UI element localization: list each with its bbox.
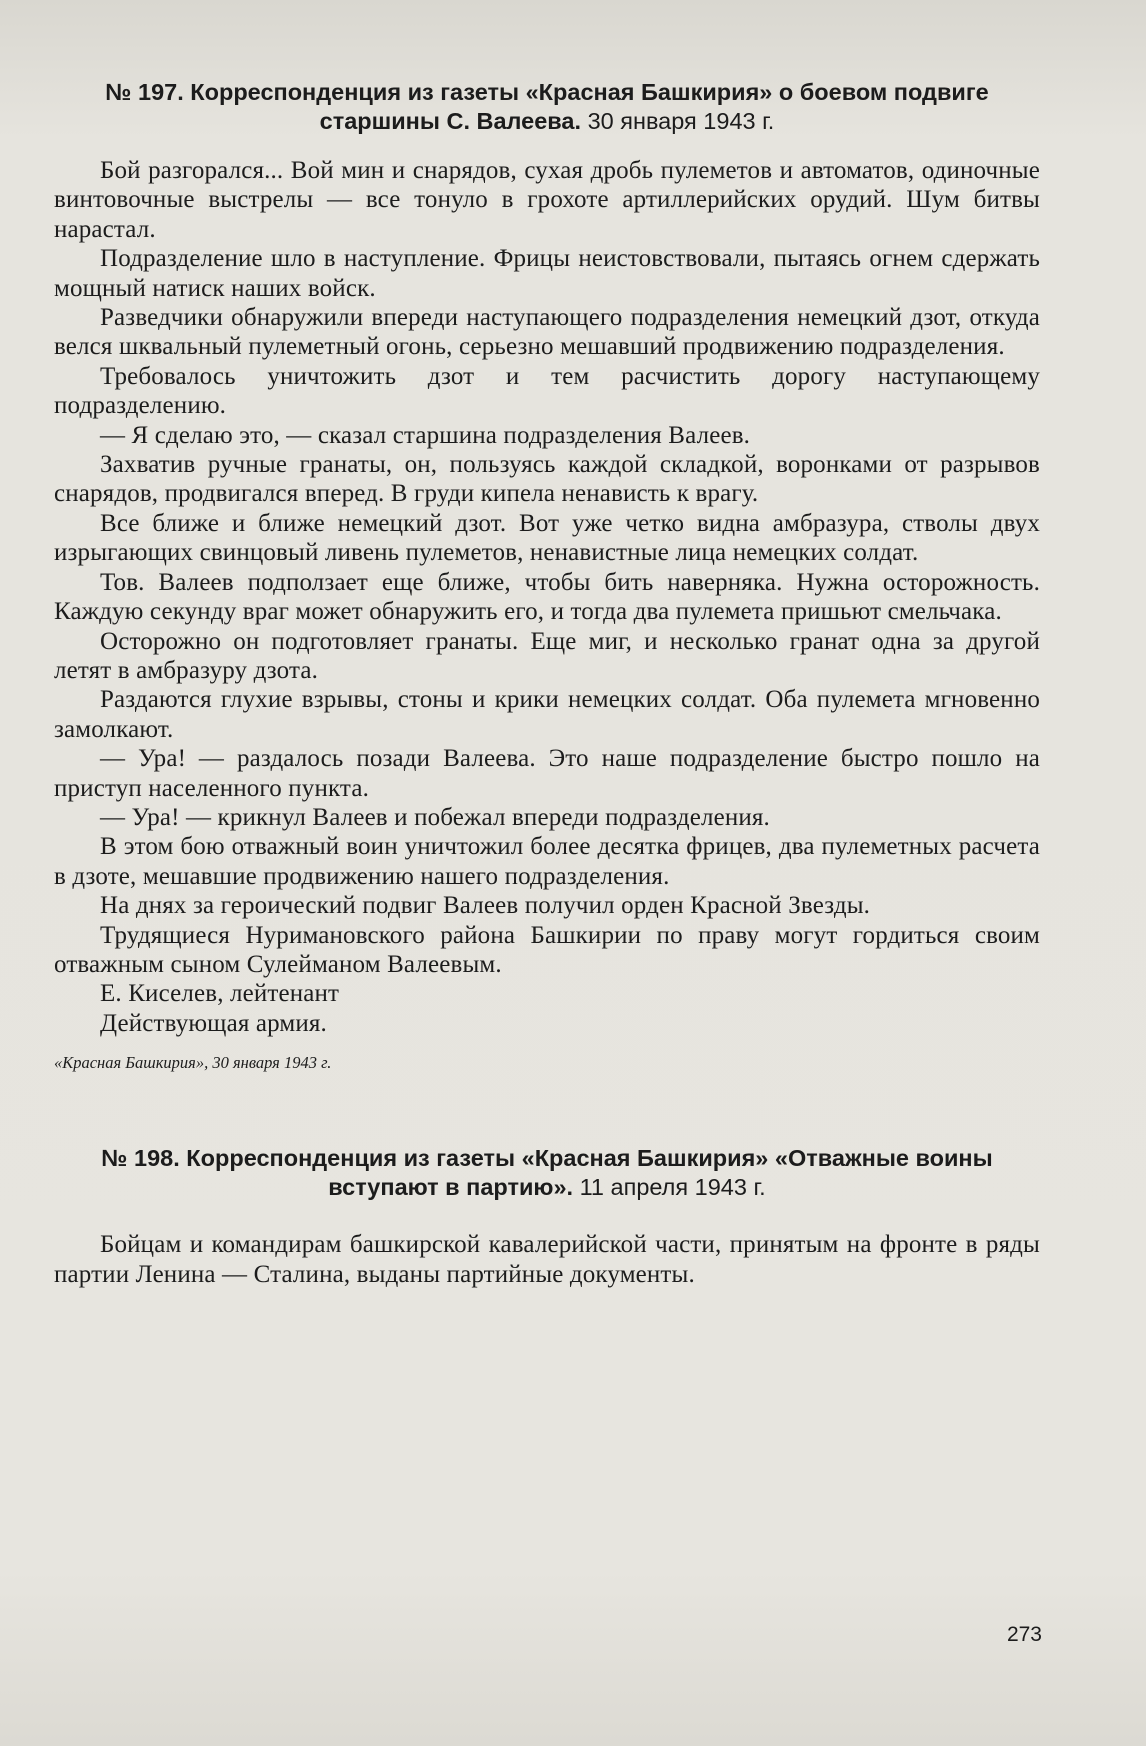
- paragraph: На днях за героический подвиг Валеев получил орден Красной Звезды.: [100, 892, 871, 920]
- paragraph: Бой разгорался... Вой мин и снарядов, сухая дробь пулеметов и автоматов, одиночные винтовочные выстрелы — все тонуло в грохоте артиллерийских орудий. Шум битвы нарастал.: [54, 157, 1040, 243]
- page-content: [54, 78, 1040, 1289]
- paragraph: Трудящиеся Нуримановского района Башкирии по праву могут гордиться своим отважным сыном Сулейманом Валеевым.: [54, 921, 1040, 978]
- paragraph: Раздаются глухие взрывы, стоны и крики немецких солдат. Оба пулемета мгновенно замолкают.: [54, 686, 1040, 743]
- paragraph: — Ура! — раздалось позади Валеева. Это наше подразделение быстро пошло на приступ населенного пункта.: [54, 745, 1040, 802]
- document-197-body: [54, 156, 1040, 1038]
- document-197-title: № 197. Корреспонденция из газеты «Красная Башкирия» о боевом подвиге старшины С. Валеева.: [105, 79, 989, 134]
- page-number: 273: [1006, 1623, 1042, 1646]
- document-198-title: № 198. Корреспонденция из газеты «Красная Башкирия» «Отважные воины вступают в партию».: [101, 1145, 993, 1201]
- paragraph: — Ура! — крикнул Валеев и побежал впереди подразделения.: [100, 803, 770, 831]
- paragraph: Захватив ручные гранаты, он, пользуясь каждой складкой, воронками от разрывов снарядов, продвигался вперед. В груди кипела ненависть к врагу.: [54, 451, 1040, 508]
- paragraph: Тов. Валеев подползает еще ближе, чтобы бить наверняка. Нужна осторожность. Каждую секунду враг может обнаружить его, и тогда два пулемета пришьют смельчака.: [54, 568, 1040, 626]
- document-197-date: 30 января 1943 г.: [587, 108, 775, 134]
- source-citation: «Красная Башкирия», 30 января 1943 г.: [54, 1053, 332, 1073]
- author-signature: Е. Киселев, лейтенант: [100, 980, 340, 1008]
- paragraph: — Я сделаю это, — сказал старшина подразделения Валеев.: [100, 421, 751, 449]
- document-198-body: [54, 1230, 1040, 1289]
- unit-line: Действующая армия.: [100, 1009, 327, 1037]
- paragraph: Все ближе и ближе немецкий дзот. Вот уже четко видна амбразура, стволы двух изрыгающих свинцовый ливень пулеметов, ненавистные лица немецких солдат.: [54, 509, 1040, 567]
- paragraph: Бойцам и командирам башкирской кавалерийской части, принятым на фронте в ряды партии Ленина — Сталина, выданы партийные документы.: [54, 1231, 1040, 1288]
- paragraph: Разведчики обнаружили впереди наступающего подразделения немецкий дзот, откуда велся шквальный пулеметный огонь, серьезно мешавший продвижению подразделения.: [54, 304, 1040, 361]
- paragraph: Требовалось уничтожить дзот и тем расчистить дорогу наступающему подразделению.: [54, 362, 1040, 420]
- paragraph: В этом бою отважный воин уничтожил более десятка фрицев, два пулеметных расчета в дзоте, мешавшие продвижению нашего подразделения.: [54, 833, 1040, 890]
- paragraph: Подразделение шло в наступление. Фрицы неистовствовали, пытаясь огнем сдержать мощный натиск наших войск.: [54, 245, 1040, 302]
- document-198-heading: [54, 1144, 1040, 1202]
- document-197-heading: [54, 78, 1040, 136]
- document-198-date: 11 апреля 1943 г.: [579, 1174, 766, 1201]
- paragraph: Осторожно он подготовляет гранаты. Еще миг, и несколько гранат одна за другой летят в амбразуру дзота.: [54, 627, 1040, 684]
